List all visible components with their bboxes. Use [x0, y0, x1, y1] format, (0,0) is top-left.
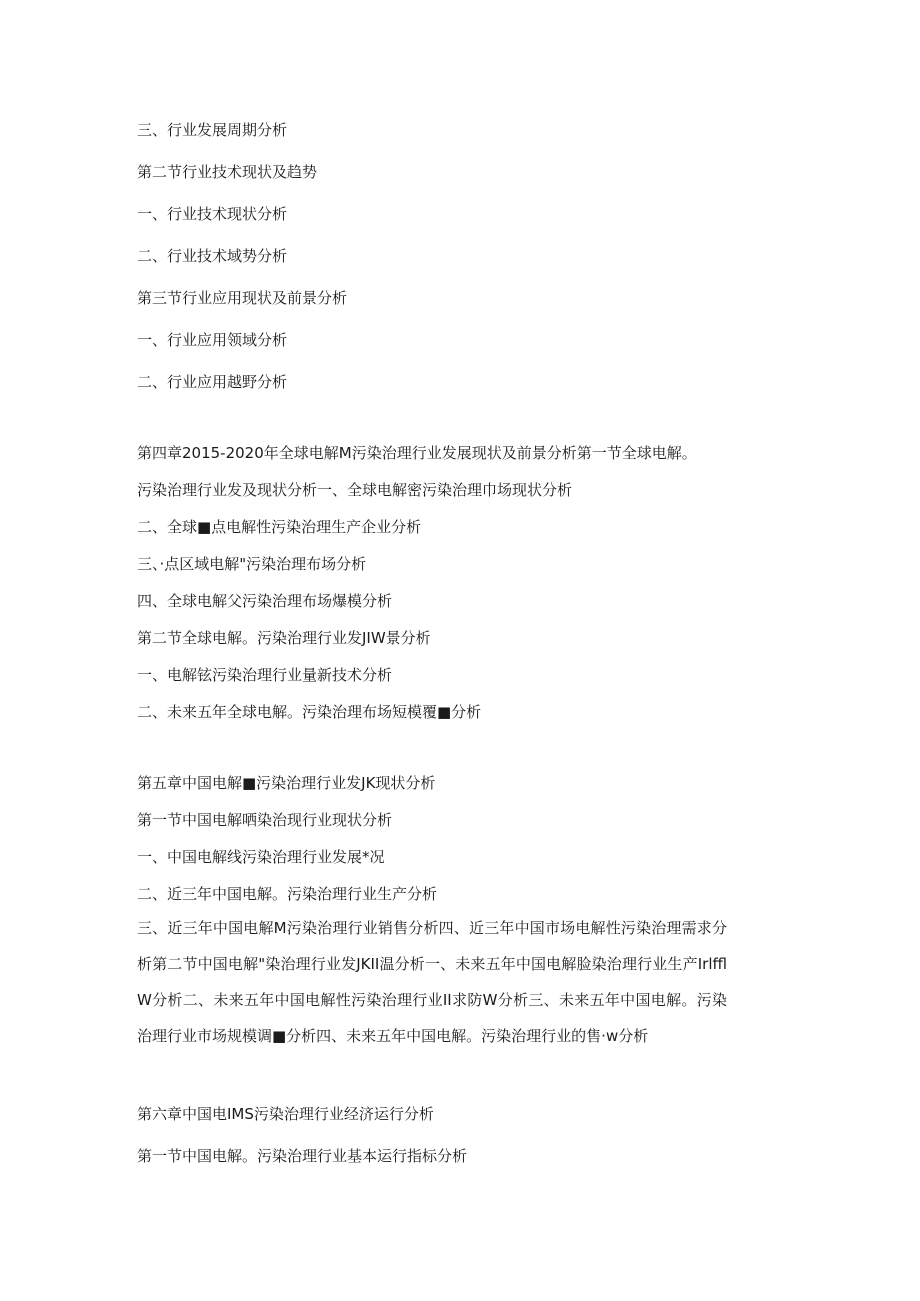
toc-line-global-scale: 四、全球电解父污染治理布场爆模分析	[137, 592, 393, 610]
toc-line-industry-cycle: 三、行业发展周期分析	[137, 121, 288, 139]
toc-line-key-regions: 三、·点区域电解"污染治理布场分析	[137, 555, 367, 573]
toc-line-section-application: 第三节行业应用现状及前景分析	[137, 289, 348, 307]
toc-line-chapter-five: 第五章中国电解■污染治理行业发JK现状分析	[137, 774, 436, 792]
toc-line-section-tech-status: 第二节行业技术现状及趋势	[137, 163, 318, 181]
toc-line-tech-status: 一、行业技术现状分析	[137, 205, 288, 223]
toc-line-global-enterprises: 二、全球■点电解性污染治理生产企业分析	[137, 518, 422, 536]
toc-line-global-market: 污染治理行业发及现状分析一、全球电解密污染治理巾场现状分析	[137, 481, 573, 499]
toc-line-global-forecast: 二、未来五年全球电解。污染治理布场短模覆■分析	[137, 703, 482, 721]
toc-line-new-technology: 一、电解铉污染治理行业量新技术分析	[137, 666, 393, 684]
toc-line-chapter-four: 第四章2015-2020年全球电解M污染治理行业发展现状及前景分析第一节全球电解。	[137, 444, 697, 462]
toc-line-china-production: 二、近三年中国电解。污染治理行业生产分析	[137, 885, 438, 903]
toc-line-application-fields: 一、行业应用领域分析	[137, 331, 288, 349]
toc-paragraph-china-analysis: 三、近三年中国电解M污染治理行业销售分析四、近三年中国市场电解性污染治理需求分析第二节中国电解"染治理行业发JKII温分析一、未来五年中国电解脸染治理行业生产IrlfflW分析二、未来五年中国电解性污染治理行业II求防W分析三、未来五年中国电解。污染治理行业市场规模调■分析四、未来五年中国电解。污染治理行业的售·w分析	[137, 919, 727, 1045]
toc-line-tech-trend: 二、行业技术域势分析	[137, 247, 288, 265]
toc-line-chapter-six: 第六章中国电IMS污染治理行业经济运行分析	[137, 1105, 434, 1123]
toc-line-basic-indicators: 第一节中国电解。污染治理行业基本运行指标分析	[137, 1147, 468, 1165]
toc-line-section-china-status: 第一节中国电解哂染治现行业现状分析	[137, 811, 393, 829]
toc-line-application-prospects: 二、行业应用越野分析	[137, 373, 288, 391]
toc-line-china-development: 一、中国电解线污染治理行业发展*况	[137, 848, 385, 866]
toc-line-section-global-outlook: 第二节全球电解。污染治理行业发JIW景分析	[137, 629, 431, 647]
